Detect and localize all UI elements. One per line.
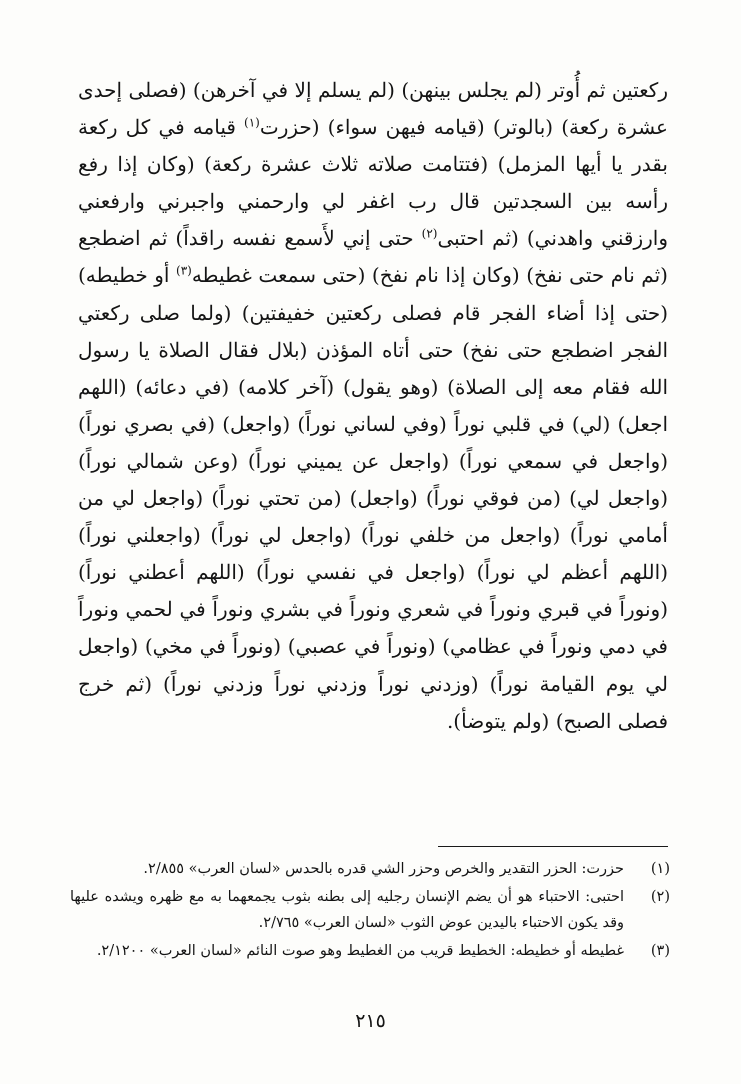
footnote-text: حزرت: الحزر التقدير والخرص وحزر الشي قدره بالحدس «لسان العرب» ٢/٨٥٥. [143,861,624,877]
body-text [78,72,668,740]
page-number: ٢١٥ [355,1010,386,1032]
footnote-ref-1: (١) [244,115,260,130]
footnotes [70,856,670,966]
footnote-2 [70,884,670,936]
body-segment-2: قيامه في كل ركعة بقدر يا أيها المزمل) (فتتامت صلاته ثلاث عشرة ركعة) (وكان إذا رفع رأسه بين السجدتين قال رب اغفر لي وارحمني واجبرني وارفعني وارزقني واهدني) (ثم احتبى [78,115,668,251]
footnote-3 [70,938,670,964]
footnote-ref-2: (٢) [421,226,438,241]
footnote-ref-3: (٣) [176,263,192,278]
body-segment-3: حتى إني لأَسمع نفسه راقداً) ثم اضطجع (ثم نام حتى نفخ) (وكان إذا نام نفخ) (حتى سمعت غطيطه [78,226,668,288]
footnote-separator [438,846,668,847]
footnote-number: (٢) [650,889,670,905]
footnote-text: احتبى: الاحتباء هو أن يضم الإنسان رجليه إلى بطنه بثوب يجمعهما به مع ظهره ويشده عليها وقد يكون الاحتباء باليدين عوض الثوب «لسان العرب» ٢/٧٦٥. [70,889,624,931]
footnote-number: (١) [650,861,670,877]
body-segment-4: أو خطيطه) (حتى إذا أضاء الفجر قام فصلى ركعتين خفيفتين) (ولما صلى ركعتي الفجر اضطجع حتى نفخ) حتى أتاه المؤذن (بلال فقال الصلاة يا رسول الله فقام معه إلى الصلاة) (وهو يقول) (آخر كلامه) (في دعائه) (اللهم اجعل) (لي) في قلبي نوراً (وفي لساني نوراً) (واجعل) (في بصري نوراً) (واجعل في سمعي نوراً) (واجعل عن يميني نوراً) (وعن شمالي نوراً) (واجعل لي) (من فوقي نوراً) (واجعل) (من تحتي نوراً) (واجعل لي من أمامي نوراً) (واجعل من خلفي نوراً) (واجعل لي نوراً) (واجعلني نوراً) (اللهم أعظم لي نوراً) (واجعل في نفسي نوراً) (اللهم أعطني نوراً) (ونوراً في قبري ونوراً في شعري ونوراً في بشري ونوراً في لحمي ونوراً في دمي ونوراً في عظامي) (ونوراً في عصبي) (ونوراً في مخي) (واجعل لي يوم القيامة نوراً) (وزدني نوراً وزدني نوراً وزدني نوراً) (ثم خرج فصلى الصبح) (ولم يتوضأ). [78,263,668,733]
footnote-number: (٣) [650,943,670,959]
footnote-text: غطيطه أو خطيطه: الخطيط قريب من الغطيط وهو صوت النائم «لسان العرب» ٢/١٢٠٠. [96,943,624,959]
body-segment-1: ركعتين ثم أُوتر (لم يجلس بينهن) (لم يسلم إلا في آخرهن) (فصلى إحدى عشرة ركعة) (بالوتر) (قيامه فيهن سواء) (حزرت [78,78,668,140]
footnote-1 [70,856,670,882]
